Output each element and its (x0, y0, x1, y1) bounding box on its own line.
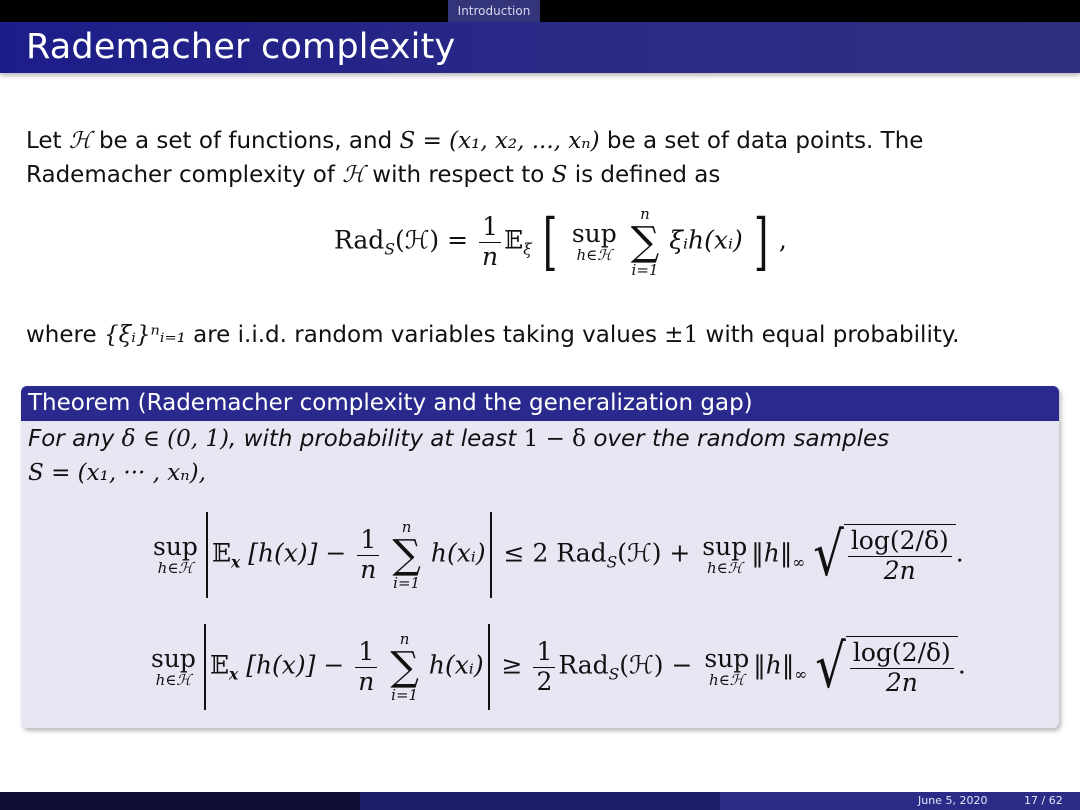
upper-bound-inequality: sup h∈ℋ 𝔼$_x$ [h(x)] − $\frac{1}{n}$ n ∑ i=1 h(xᵢ) ≤ 2 Rad$_S$(ℋ) + sup h∈ℋ $‖h‖_\infty$ √ $\frac{\log(2/\delta)}{2n}$ . (149, 512, 964, 598)
theorem-statement: For any δ ∈ (0, 1), with probability at least 1 − δ over the random samples S = (x₁, ··· , xₙ), (28, 426, 890, 486)
page-number: 17 / 62 (1024, 794, 1063, 807)
nav-section-introduction[interactable]: Introduction (448, 0, 540, 22)
theorem-block (21, 386, 1059, 728)
rademacher-definition-equation: Rad$_S$(ℋ) = $\frac{1}{n}$ 𝔼$_\xi$ [ sup h∈ℋ n ∑ i=1 ξᵢh(xᵢ) ] , (334, 205, 787, 279)
navigation-bar (0, 0, 1080, 22)
theorem-title: Theorem (Rademacher complexity and the generalization gap) (21, 386, 1059, 421)
page-title: Rademacher complexity (26, 27, 456, 67)
square-root: √ $\frac{\log(2/\delta)}{2n}$ (815, 636, 958, 698)
sample-set-definition: S = (x₁, x₂, ..., xₙ) (399, 128, 600, 154)
footer-bar (0, 792, 1080, 810)
summation-operator: n ∑ i=1 (392, 518, 421, 592)
title-bar (0, 22, 1080, 73)
lower-bound-inequality: sup h∈ℋ 𝔼$_x$ [h(x)] − $\frac{1}{n}$ n ∑ i=1 h(xᵢ) ≥ $\frac{1}{2}$ Rad$_S$(ℋ) − sup h∈ℋ $‖h‖_\infty$ √ $\frac{\log(2/\delta)}{2n}$ . (147, 624, 966, 710)
summation-operator: n ∑ i=1 (390, 630, 419, 704)
hypothesis-class-symbol: ℋ (68, 128, 92, 154)
intro-paragraph: Let ℋ be a set of functions, and S = (x₁, x₂, ..., xₙ) be a set of data points. The Rademacher complexity of ℋ with respect to S is defined as (26, 128, 924, 188)
footer-date: June 5, 2020 (918, 794, 988, 807)
supremum-operator: sup h∈ℋ (571, 219, 617, 264)
summation-operator: n ∑ i=1 (630, 205, 660, 279)
square-root: √ $\frac{\log(2/\delta)}{2n}$ (813, 524, 956, 586)
where-paragraph: where {ξᵢ}ⁿᵢ₌₁ are i.i.d. random variables taking values ±1 with equal probability. (26, 322, 960, 348)
fraction-one-over-n: $\frac{1}{n}$ (479, 213, 501, 272)
